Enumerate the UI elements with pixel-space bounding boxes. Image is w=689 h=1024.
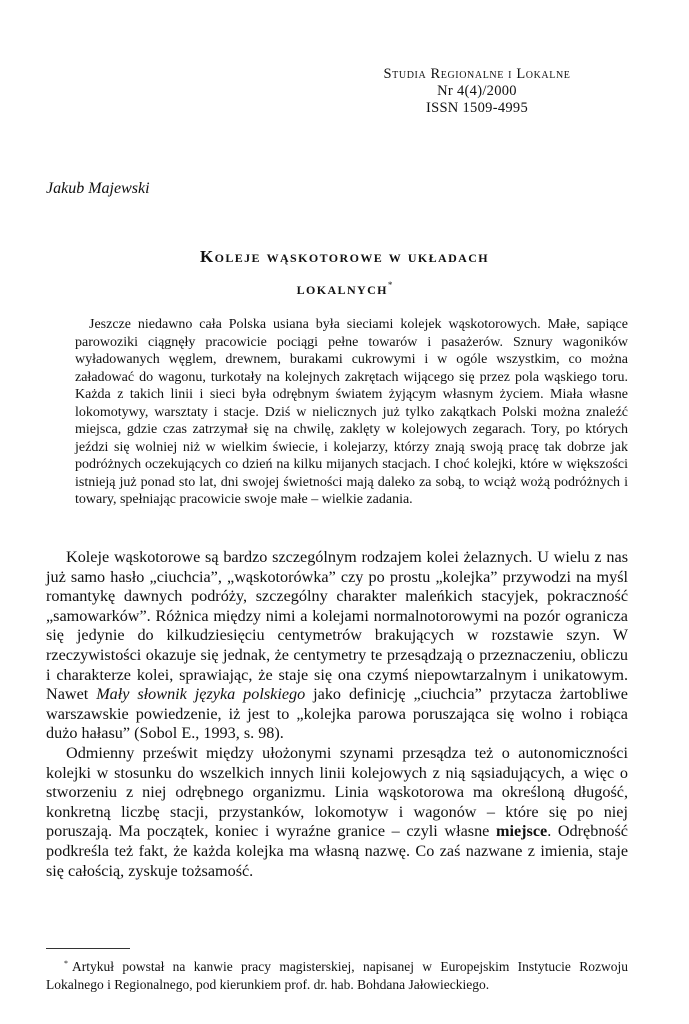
body-p1-text-a: Koleje wąskotorowe są bardzo szczególnym rodzajem kolei żelaznych. U wielu z nas już samo hasło „ciuchcia”, „wąskotorówka” czy po prostu „kolejka” przywodzi na myśl romantykę dawnych podróży, szczególny charakter maleńkich stacyjek, pokraczność „samowarków”. Różnica między nimi a kolejami normalnotorowymi na pozór ogranicza się jedynie do kilkudziesięciu centymetrów brakujących w rozstawie szyn. W rzeczywistości okazuje się jednak, że centymetry te przesądzają o przeznaczeniu, obliczu i charakterze kolei, sprawiając, że staje się ona czymś niepowtarzalnym i unikatowym. Nawet [46,548,628,704]
article-title [46,242,643,303]
journal-header [327,66,627,117]
title-line-2-text: lokalnych [296,279,388,298]
footnote [46,955,628,993]
footnote-divider [46,948,130,949]
journal-issue: Nr 4(4)/2000 [437,83,517,99]
body-paragraph-1 [46,548,628,744]
body-paragraph-2 [46,744,628,881]
body-p2-bold-term: miejsce [495,822,548,841]
title-footnote-marker: * [387,280,393,290]
journal-issn: ISSN 1509-4995 [425,100,529,116]
body-p1-text-b: jako definicję „ciuchcia” przytacza żartobliwe warszawskie powiedzenie, iż jest to „kolejka parowa poruszająca się wolno i robiąca dużo hałasu” (Sobol E., 1993, s. 98). [46,685,628,743]
journal-title: Studia Regionalne i Lokalne [383,66,571,82]
article-body [46,548,628,881]
body-p1-italic-title: Mały słownik języka polskiego [96,685,306,704]
title-line-1: Koleje wąskotorowe w układach [199,247,490,266]
body-p2-text-a: Odmienny prześwit między ułożonymi szynami przesądza też o autonomiczności kolejki w stosunku do wszelkich innych linii kolejowych z nią sąsiadujących, a więc o stworzeniu z niej odrębnego organizmu. Linia wąskotorowa ma określoną długość, konkretną liczbę stacji, przystanków, lokomotyw i wagonów – które się po niej poruszają. Ma początek, koniec i wyraźne granice – czyli własne [46,743,628,841]
title-line-2 [46,271,643,303]
footnote-text: Artykuł powstał na kanwie pracy magisterskiej, napisanej w Europejskim Instytucie Rozwoju Lokalnego i Regionalnego, pod kierunkiem prof. dr. hab. Bohdana Jałowieckiego. [46,959,628,992]
body-p2-text-b: . Odrębność podkreśla też fakt, że każda kolejka ma własną nazwę. Co zaś nazwane z imienia, staje się całością, zyskuje tożsamość. [46,822,628,880]
author-name: Jakub Majewski [46,180,150,197]
abstract: Jeszcze niedawno cała Polska usiana była sieciami kolejek wąskotorowych. Małe, sapiące parowoziki ciągnęły pracowicie pociągi pełne towarów i pasażerów. Sznury wagoników wyładowanych węglem, drewnem, burakami cukrowymi i w ogóle wszystkim, co można załadować do wagonu, turkotały na kolejnych zakrętach wijącego się przez pola wąskiego toru. Każda z takich linii i sieci była odrębnym światem żyjącym własnym życiem. Miała własne lokomotywy, warsztaty i stacje. Dziś w nielicznych już tylko zakątkach Polski można znaleźć miejsca, gdzie czas zatrzymał się na chwilę, zaklęty w kolejowych zegarach. Tory, po których jeździ się wolniej niż w wielkim świecie, i kolejarzy, którzy znają swoją pracę tak dobrze jak podróżnych oczekujących co dzień na kilku mijanych stacjach. I choć kolejki, które w większości istnieją już ponad sto lat, dni swojej świetności mają daleko za sobą, to wciąż wożą podróżnych i towary, spełniając pracowicie swoje małe – wielkie zadania. [75,317,628,507]
footnote-marker: * [64,959,68,968]
